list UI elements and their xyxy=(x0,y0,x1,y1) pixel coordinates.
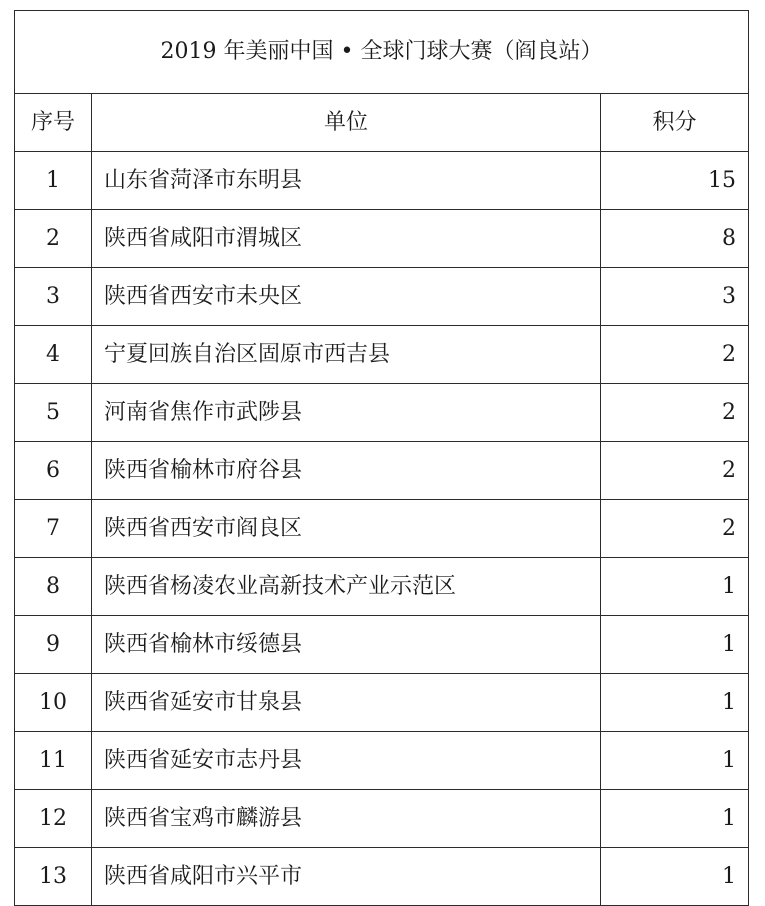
table-row xyxy=(15,210,749,268)
row-unit: 宁夏回族自治区固原市西吉县 xyxy=(92,326,601,384)
row-unit: 陕西省杨凌农业高新技术产业示范区 xyxy=(92,558,601,616)
row-score: 1 xyxy=(601,848,749,906)
table-row xyxy=(15,848,749,906)
table-row xyxy=(15,268,749,326)
row-unit: 陕西省延安市志丹县 xyxy=(92,732,601,790)
standings-table xyxy=(14,10,749,906)
table-row xyxy=(15,442,749,500)
header-unit: 单位 xyxy=(92,94,601,152)
row-score: 1 xyxy=(601,558,749,616)
row-index: 9 xyxy=(15,616,92,674)
row-score: 1 xyxy=(601,790,749,848)
row-index: 4 xyxy=(15,326,92,384)
table-row xyxy=(15,326,749,384)
table-row xyxy=(15,558,749,616)
row-index: 1 xyxy=(15,152,92,210)
row-score: 2 xyxy=(601,384,749,442)
row-index: 11 xyxy=(15,732,92,790)
row-index: 12 xyxy=(15,790,92,848)
row-unit: 陕西省咸阳市兴平市 xyxy=(92,848,601,906)
row-unit: 陕西省延安市甘泉县 xyxy=(92,674,601,732)
row-index: 7 xyxy=(15,500,92,558)
row-score: 1 xyxy=(601,674,749,732)
row-index: 8 xyxy=(15,558,92,616)
table-row xyxy=(15,152,749,210)
row-score: 1 xyxy=(601,616,749,674)
row-score: 2 xyxy=(601,326,749,384)
table-row xyxy=(15,732,749,790)
row-index: 3 xyxy=(15,268,92,326)
title-row xyxy=(15,11,749,94)
table-row xyxy=(15,500,749,558)
table-row xyxy=(15,790,749,848)
row-score: 15 xyxy=(601,152,749,210)
row-unit: 陕西省西安市阎良区 xyxy=(92,500,601,558)
row-index: 10 xyxy=(15,674,92,732)
row-unit: 陕西省西安市未央区 xyxy=(92,268,601,326)
row-index: 6 xyxy=(15,442,92,500)
table-row xyxy=(15,616,749,674)
row-unit: 陕西省宝鸡市麟游县 xyxy=(92,790,601,848)
row-unit: 陕西省咸阳市渭城区 xyxy=(92,210,601,268)
row-score: 8 xyxy=(601,210,749,268)
row-score: 2 xyxy=(601,442,749,500)
row-unit: 陕西省榆林市绥德县 xyxy=(92,616,601,674)
row-index: 13 xyxy=(15,848,92,906)
row-score: 1 xyxy=(601,732,749,790)
header-index: 序号 xyxy=(15,94,92,152)
row-unit: 河南省焦作市武陟县 xyxy=(92,384,601,442)
row-score: 2 xyxy=(601,500,749,558)
header-score: 积分 xyxy=(601,94,749,152)
table-row xyxy=(15,384,749,442)
row-index: 5 xyxy=(15,384,92,442)
table-body xyxy=(15,11,749,906)
table-title: 2019 年美丽中国 • 全球门球大赛（阎良站） xyxy=(15,11,749,94)
row-unit: 陕西省榆林市府谷县 xyxy=(92,442,601,500)
table-row xyxy=(15,674,749,732)
row-score: 3 xyxy=(601,268,749,326)
row-index: 2 xyxy=(15,210,92,268)
row-unit: 山东省菏泽市东明县 xyxy=(92,152,601,210)
header-row xyxy=(15,94,749,152)
